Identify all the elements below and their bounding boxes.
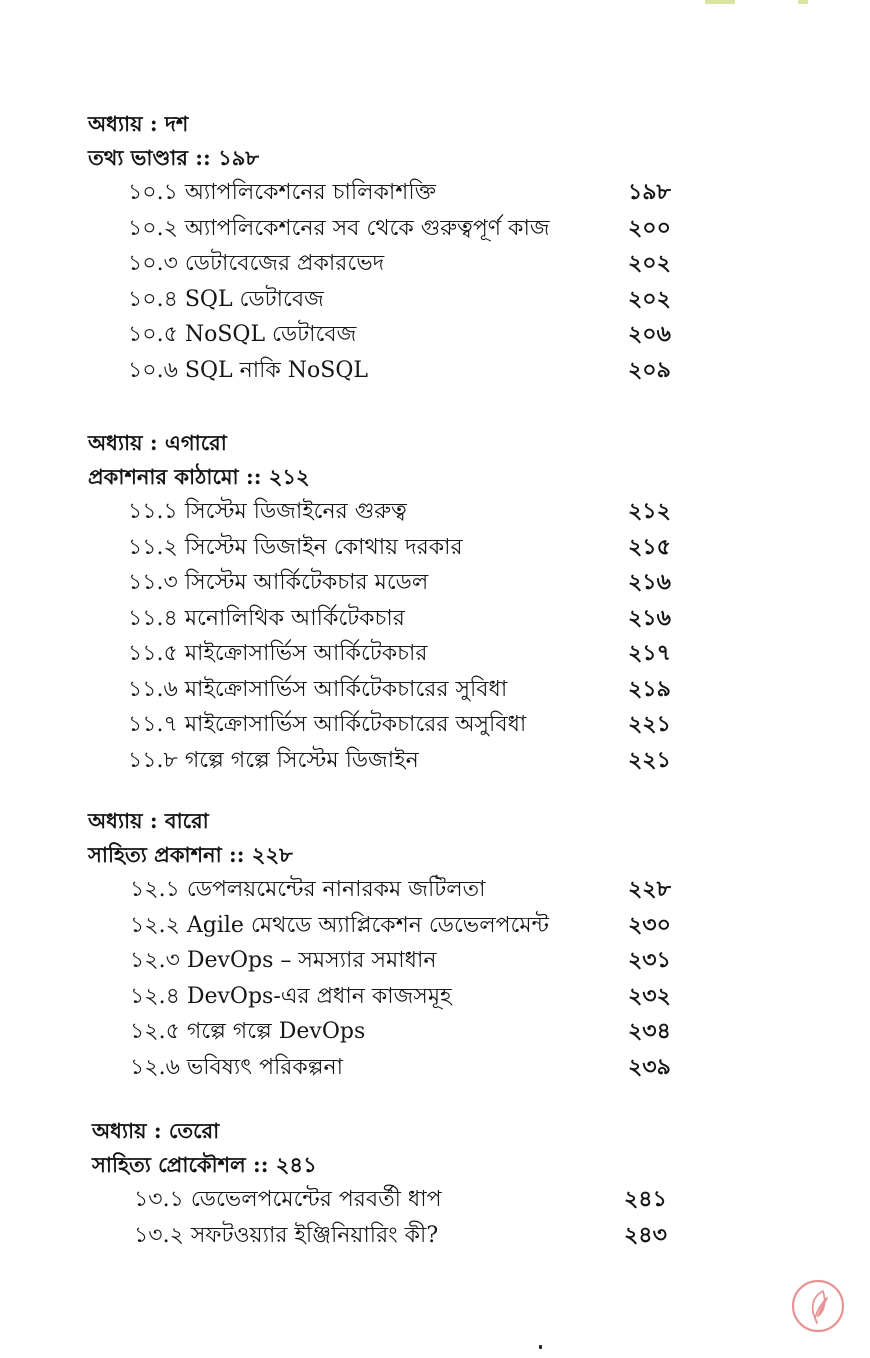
toc-entry[interactable]	[88, 175, 688, 211]
entry-page-number: ২৩৪	[628, 1018, 671, 1044]
toc-entry[interactable]	[88, 908, 688, 944]
chapter-twelve	[88, 804, 688, 1085]
entry-title: ১২.১ ডেপলয়মেন্টের নানারকম জটিলতা	[130, 877, 486, 902]
entry-title: ১১.৮ গল্পে গল্পে সিস্টেম ডিজাইন	[128, 747, 419, 773]
entry-title: ১০.১ অ্যাপলিকেশনের চালিকাশক্তি	[128, 180, 436, 205]
entry-page-number: ২১৯	[628, 675, 671, 702]
entry-title: ১২.২ Agile মেথডে অ্যাপ্লিকেশন ডেভেলপমেন্ট	[130, 912, 549, 938]
entry-title: ১২.৩ DevOps – সমস্যার সমাধান	[130, 948, 437, 973]
toc-entry[interactable]	[88, 943, 688, 979]
chapter-label: অধ্যায় : দশ	[88, 111, 189, 136]
entry-page-number: ২০২	[628, 285, 671, 312]
entry-title: ১১.১ সিস্টেম ডিজাইনের গুরুত্ব	[128, 499, 407, 524]
toc-entry[interactable]	[88, 601, 688, 637]
toc-entry[interactable]	[92, 1182, 692, 1218]
entry-page-number: ২২১	[628, 711, 671, 737]
entry-page-number: ২৩১	[628, 947, 671, 973]
entry-title: ১১.৪ মনোলিথিক আর্কিটেকচার	[128, 605, 405, 631]
chapter-eleven	[88, 426, 688, 778]
toc-entry[interactable]	[92, 1218, 692, 1254]
entry-title: ১২.৪ DevOps-এর প্রধান কাজসমূহ	[130, 983, 452, 1009]
toc-entry[interactable]	[88, 565, 688, 601]
entry-page-number: ২১২	[628, 498, 671, 524]
entry-page-number: ২৩৯	[628, 1053, 671, 1080]
entry-page-number: ২১৭	[628, 640, 671, 666]
chapter-title: সাহিত্য প্রোকৌশল :: ২৪১	[92, 1152, 317, 1177]
chapter-title: প্রকাশনার কাঠামো :: ২১২	[88, 464, 310, 489]
entry-title: ১০.৬ SQL নাকি NoSQL	[128, 357, 368, 383]
entry-page-number: ২০৬	[628, 321, 671, 347]
entry-title: ১৩.২ সফটওয়্যার ইঞ্জিনিয়ারিং কী?	[134, 1222, 439, 1248]
toc-entry[interactable]	[88, 872, 688, 908]
toc-entry[interactable]	[88, 353, 688, 389]
entry-page-number: ২২৮	[628, 876, 671, 902]
entry-page-number: ২৪১	[624, 1186, 667, 1212]
entry-page-number: ২০২	[628, 250, 671, 276]
chapter-thirteen	[92, 1114, 692, 1253]
entry-title: ১১.৩ সিস্টেম আর্কিটেকচার মডেল	[128, 570, 429, 595]
entry-page-number: ২৪৩	[624, 1221, 667, 1248]
entry-title: ১১.২ সিস্টেম ডিজাইন কোথায় দরকার	[128, 534, 463, 560]
page-edge-mark	[798, 0, 808, 4]
chapter-label: অধ্যায় : এগারো	[88, 430, 227, 455]
entry-title: ১২.৫ গল্পে গল্পে DevOps	[130, 1019, 366, 1044]
entry-page-number: ২০০	[628, 214, 671, 241]
entry-page-number: ২১৫	[628, 533, 671, 560]
toc-entry[interactable]	[88, 317, 688, 353]
toc-entry[interactable]	[88, 282, 688, 318]
toc-entry[interactable]	[88, 211, 688, 247]
page-edge-mark	[705, 0, 735, 4]
entry-page-number: ২২১	[628, 746, 671, 773]
entry-title: ১০.৩ ডেটাবেজের প্রকারভেদ	[128, 251, 385, 276]
entry-page-number: ২৩০	[628, 911, 671, 938]
toc-entry[interactable]	[88, 636, 688, 672]
chapter-title: তথ্য ভাণ্ডার :: ১৯৮	[88, 145, 259, 170]
toc-entry[interactable]	[88, 1050, 688, 1086]
quill-logo-icon	[790, 1278, 846, 1334]
entry-page-number: ২০৯	[628, 356, 671, 383]
entry-title: ১০.২ অ্যাপলিকেশনের সব থেকে গুরুত্বপূর্ণ কাজ	[128, 215, 550, 241]
toc-entry[interactable]	[88, 530, 688, 566]
toc-entry[interactable]	[88, 494, 688, 530]
chapter-label: অধ্যায় : তেরো	[92, 1118, 220, 1143]
chapter-ten	[88, 107, 688, 388]
entry-title: ১১.৭ মাইক্রোসার্ভিস আর্কিটেকচারের অসুবিধা	[128, 712, 527, 737]
entry-title: ১২.৬ ভবিষ্যৎ পরিকল্পনা	[130, 1054, 344, 1080]
entry-page-number: ২৩২	[628, 982, 671, 1009]
entry-page-number: ১৯৮	[628, 179, 671, 205]
toc-entry[interactable]	[88, 1014, 688, 1050]
chapter-label: অধ্যায় : বারো	[88, 808, 209, 833]
print-speck	[539, 1345, 542, 1349]
entry-page-number: ২১৬	[628, 604, 671, 631]
entry-title: ১০.৫ NoSQL ডেটাবেজ	[128, 322, 357, 347]
entry-title: ১১.৬ মাইক্রোসার্ভিস আর্কিটেকচারের সুবিধা	[128, 676, 508, 702]
entry-page-number: ২১৬	[628, 569, 671, 595]
toc-entry[interactable]	[88, 672, 688, 708]
chapter-title: সাহিত্য প্রকাশনা :: ২২৮	[88, 842, 293, 867]
toc-entry[interactable]	[88, 707, 688, 743]
entry-title: ১৩.১ ডেভেলপমেন্টের পরবর্তী ধাপ	[134, 1187, 442, 1212]
entry-title: ১১.৫ মাইক্রোসার্ভিস আর্কিটেকচার	[128, 641, 428, 666]
toc-entry[interactable]	[88, 246, 688, 282]
toc-entry[interactable]	[88, 979, 688, 1015]
toc-entry[interactable]	[88, 743, 688, 779]
entry-title: ১০.৪ SQL ডেটাবেজ	[128, 286, 324, 312]
